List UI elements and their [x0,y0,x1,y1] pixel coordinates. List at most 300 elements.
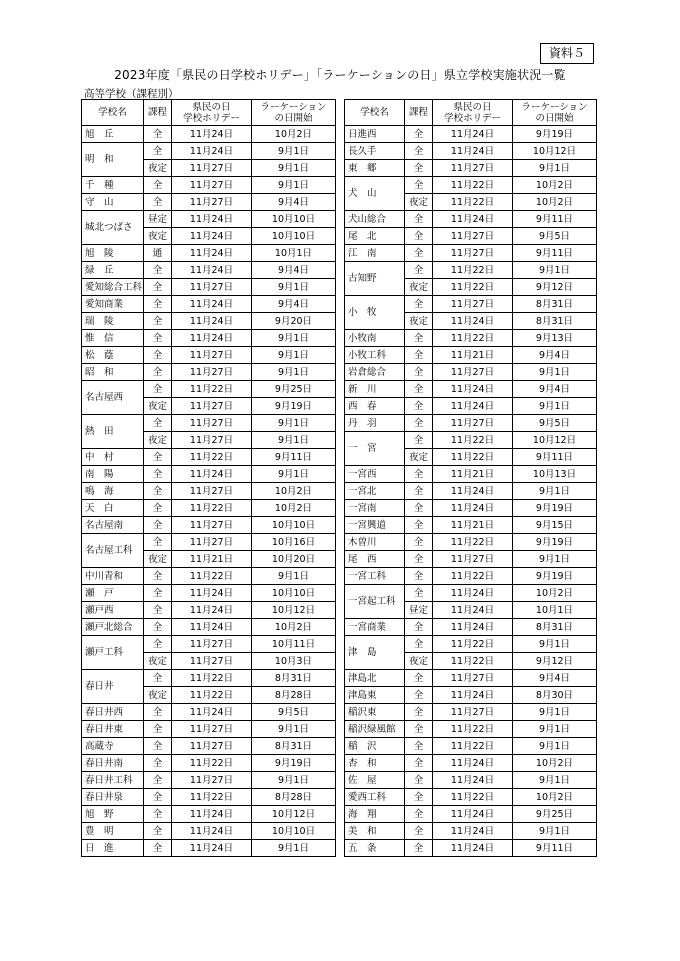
lacation-start-cell: 9月19日 [513,568,597,585]
school-name-cell: 名古屋南 [82,517,144,534]
school-name-cell: 津島東 [345,687,405,704]
lacation-start-cell: 9月11日 [252,449,336,466]
lacation-start-cell: 10月2日 [252,483,336,500]
school-name-cell: 瀬戸西 [82,602,144,619]
course-cell: 全 [405,551,433,568]
course-cell: 全 [144,568,172,585]
header-school: 学校名 [82,100,144,126]
course-cell: 夜定 [144,687,172,704]
course-cell: 全 [144,602,172,619]
holiday-date-cell: 11月24日 [172,126,252,143]
school-name-cell: 小牧南 [345,330,405,347]
course-cell: 全 [405,245,433,262]
lacation-start-cell: 9月1日 [252,466,336,483]
holiday-date-cell: 11月24日 [433,126,513,143]
lacation-start-cell: 9月1日 [252,840,336,857]
holiday-date-cell: 11月24日 [172,262,252,279]
course-cell: 全 [144,364,172,381]
holiday-date-cell: 11月27日 [172,194,252,211]
table-row [82,721,336,738]
table-row [345,415,597,432]
school-name-cell: 西 春 [345,398,405,415]
course-cell: 全 [405,415,433,432]
lacation-start-cell: 9月11日 [513,245,597,262]
holiday-date-cell: 11月27日 [433,160,513,177]
holiday-date-cell: 11月24日 [172,585,252,602]
course-cell: 全 [144,755,172,772]
school-name-cell: 犬 山 [345,177,405,211]
holiday-date-cell: 11月27日 [172,279,252,296]
lacation-start-cell: 9月1日 [252,330,336,347]
school-name-cell: 鳴 海 [82,483,144,500]
header-school: 学校名 [345,100,405,126]
lacation-start-cell: 9月1日 [252,772,336,789]
course-cell: 全 [144,126,172,143]
lacation-start-cell: 9月4日 [252,296,336,313]
course-cell: 全 [405,432,433,449]
table-row [345,262,597,279]
table-row [82,755,336,772]
lacation-start-cell: 9月1日 [513,160,597,177]
school-name-cell: 一宮起工科 [345,585,405,619]
table-row [345,585,597,602]
course-cell: 全 [405,823,433,840]
lacation-start-cell: 9月1日 [513,738,597,755]
school-name-cell: 旭 野 [82,806,144,823]
header-lacation: ラーケーション の日開始 [513,100,597,126]
course-cell: 全 [144,483,172,500]
header-lacation: ラーケーション の日開始 [252,100,336,126]
course-cell: 全 [405,143,433,160]
school-name-cell: 瀬戸工科 [82,636,144,670]
table-row [345,823,597,840]
course-cell: 夜定 [144,653,172,670]
school-name-cell: 名古屋西 [82,381,144,415]
table-row [345,160,597,177]
school-name-cell: 一宮南 [345,500,405,517]
lacation-start-cell: 10月12日 [252,806,336,823]
holiday-date-cell: 11月27日 [172,636,252,653]
school-name-cell: 名古屋工科 [82,534,144,568]
school-name-cell: 丹 羽 [345,415,405,432]
course-cell: 全 [405,398,433,415]
course-cell: 全 [405,704,433,721]
holiday-date-cell: 11月24日 [172,840,252,857]
course-cell: 全 [144,194,172,211]
school-name-cell: 惟 信 [82,330,144,347]
holiday-date-cell: 11月27日 [433,296,513,313]
table-row [82,840,336,857]
school-name-cell: 愛知商業 [82,296,144,313]
lacation-start-cell: 9月1日 [513,398,597,415]
school-name-cell: 日進西 [345,126,405,143]
table-row [82,194,336,211]
school-name-cell: 明 和 [82,143,144,177]
school-name-cell: 犬山総合 [345,211,405,228]
course-cell: 全 [144,296,172,313]
holiday-date-cell: 11月22日 [172,568,252,585]
lacation-start-cell: 9月1日 [513,721,597,738]
table-row [82,585,336,602]
holiday-date-cell: 11月24日 [433,602,513,619]
holiday-date-cell: 11月24日 [433,483,513,500]
holiday-date-cell: 11月22日 [433,432,513,449]
table-row [82,177,336,194]
school-name-cell: 一宮工科 [345,568,405,585]
school-name-cell: 小牧工科 [345,347,405,364]
course-cell: 全 [144,313,172,330]
lacation-start-cell: 10月10日 [252,211,336,228]
table-row [82,602,336,619]
course-cell: 全 [144,177,172,194]
lacation-start-cell: 9月19日 [513,534,597,551]
lacation-start-cell: 8月31日 [513,296,597,313]
lacation-start-cell: 9月1日 [252,364,336,381]
holiday-date-cell: 11月24日 [172,806,252,823]
holiday-date-cell: 11月21日 [433,466,513,483]
course-cell: 夜定 [405,279,433,296]
table-row [345,432,597,449]
course-cell: 全 [405,228,433,245]
lacation-start-cell: 9月1日 [513,772,597,789]
table-row [345,738,597,755]
lacation-start-cell: 9月1日 [252,415,336,432]
lacation-start-cell: 9月1日 [513,364,597,381]
table-row [82,823,336,840]
table-row [82,670,336,687]
course-cell: 全 [405,517,433,534]
course-cell: 全 [144,143,172,160]
school-name-cell: 江 南 [345,245,405,262]
lacation-start-cell: 9月1日 [252,160,336,177]
course-cell: 全 [405,840,433,857]
lacation-start-cell: 8月28日 [252,687,336,704]
school-name-cell: 一宮西 [345,466,405,483]
table-row [82,534,336,551]
school-name-cell: 昭 和 [82,364,144,381]
course-cell: 全 [144,636,172,653]
course-cell: 全 [405,619,433,636]
table-row [82,330,336,347]
lacation-start-cell: 8月28日 [252,789,336,806]
lacation-start-cell: 9月5日 [252,704,336,721]
holiday-date-cell: 11月22日 [433,330,513,347]
holiday-date-cell: 11月27日 [172,483,252,500]
lacation-start-cell: 9月4日 [252,262,336,279]
school-name-cell: 瀬 戸 [82,585,144,602]
table-row [345,296,597,313]
holiday-date-cell: 11月22日 [433,534,513,551]
holiday-date-cell: 11月22日 [433,653,513,670]
holiday-date-cell: 11月24日 [172,602,252,619]
course-cell: 全 [405,364,433,381]
holiday-date-cell: 11月24日 [172,211,252,228]
holiday-date-cell: 11月27日 [172,653,252,670]
holiday-date-cell: 11月22日 [433,279,513,296]
school-name-cell: 中 村 [82,449,144,466]
school-name-cell: 小 牧 [345,296,405,330]
course-cell: 全 [405,789,433,806]
header-course: 課程 [144,100,172,126]
holiday-date-cell: 11月27日 [172,415,252,432]
school-name-cell: 松 蔭 [82,347,144,364]
school-name-cell: 春日井泉 [82,789,144,806]
course-cell: 全 [144,585,172,602]
lacation-start-cell: 10月16日 [252,534,336,551]
lacation-start-cell: 8月31日 [252,738,336,755]
table-row [345,687,597,704]
course-cell: 全 [144,330,172,347]
lacation-start-cell: 9月1日 [513,483,597,500]
table-row [345,381,597,398]
holiday-date-cell: 11月27日 [433,704,513,721]
table-row [82,381,336,398]
lacation-start-cell: 9月12日 [513,279,597,296]
school-name-cell: 高蔵寺 [82,738,144,755]
holiday-date-cell: 11月24日 [433,619,513,636]
header-holiday: 県民の日 学校ホリデー [172,100,252,126]
lacation-start-cell: 10月10日 [252,517,336,534]
lacation-start-cell: 9月4日 [513,670,597,687]
school-name-cell: 春日井西 [82,704,144,721]
table-row [82,449,336,466]
table-row [345,704,597,721]
holiday-date-cell: 11月24日 [433,211,513,228]
lacation-start-cell: 9月20日 [252,313,336,330]
holiday-date-cell: 11月27日 [172,347,252,364]
course-cell: 夜定 [144,160,172,177]
table-row [345,126,597,143]
course-cell: 全 [405,160,433,177]
table-row [82,483,336,500]
holiday-date-cell: 11月27日 [433,364,513,381]
lacation-start-cell: 9月5日 [513,415,597,432]
lacation-start-cell: 10月10日 [252,585,336,602]
course-cell: 全 [405,755,433,772]
holiday-date-cell: 11月27日 [172,432,252,449]
school-name-cell: 稲沢緑風館 [345,721,405,738]
holiday-date-cell: 11月24日 [172,619,252,636]
holiday-date-cell: 11月22日 [433,738,513,755]
lacation-start-cell: 10月2日 [513,755,597,772]
lacation-start-cell: 9月1日 [252,568,336,585]
lacation-start-cell: 9月4日 [252,194,336,211]
course-cell: 全 [144,449,172,466]
school-name-cell: 杏 和 [345,755,405,772]
table-row [82,245,336,262]
table-row [345,551,597,568]
holiday-date-cell: 11月24日 [172,823,252,840]
lacation-start-cell: 9月12日 [513,653,597,670]
table-row [82,789,336,806]
table-row [82,296,336,313]
school-name-cell: 愛知総合工科 [82,279,144,296]
holiday-date-cell: 11月22日 [172,789,252,806]
lacation-start-cell: 9月1日 [252,721,336,738]
lacation-start-cell: 9月1日 [513,823,597,840]
school-table-left [81,99,336,857]
holiday-date-cell: 11月27日 [172,772,252,789]
lacation-start-cell: 10月1日 [513,602,597,619]
course-cell: 全 [405,670,433,687]
table-row [345,789,597,806]
table-row [345,483,597,500]
lacation-start-cell: 9月1日 [252,177,336,194]
school-name-cell: 五 条 [345,840,405,857]
course-cell: 全 [144,415,172,432]
lacation-start-cell: 9月1日 [513,262,597,279]
lacation-start-cell: 9月11日 [513,840,597,857]
table-row [345,347,597,364]
lacation-start-cell: 10月12日 [252,602,336,619]
table-body-left [82,126,336,857]
school-name-cell: 日 進 [82,840,144,857]
table-row [345,177,597,194]
table-row [345,143,597,160]
table-row [345,517,597,534]
holiday-date-cell: 11月24日 [433,313,513,330]
course-cell: 全 [405,483,433,500]
table-row [345,840,597,857]
course-cell: 夜定 [405,313,433,330]
table-row [345,330,597,347]
holiday-date-cell: 11月27日 [172,738,252,755]
header-course: 課程 [405,100,433,126]
holiday-date-cell: 11月24日 [172,296,252,313]
course-cell: 夜定 [144,432,172,449]
page-title: 2023年度「県民の日学校ホリデー」「ラーケーションの日」県立学校実施状況一覧 [114,68,566,82]
lacation-start-cell: 9月11日 [513,449,597,466]
table-row [345,670,597,687]
table-row [345,721,597,738]
school-name-cell: 旭 陵 [82,245,144,262]
course-cell: 全 [144,840,172,857]
lacation-start-cell: 9月19日 [252,755,336,772]
school-name-cell: 佐 屋 [345,772,405,789]
course-cell: 全 [405,177,433,194]
course-cell: 夜定 [405,653,433,670]
school-name-cell: 瀬戸北総合 [82,619,144,636]
school-name-cell: 津 島 [345,636,405,670]
table-row [82,279,336,296]
holiday-date-cell: 11月24日 [433,755,513,772]
lacation-start-cell: 9月15日 [513,517,597,534]
table-row [82,636,336,653]
holiday-date-cell: 11月27日 [172,177,252,194]
holiday-date-cell: 11月27日 [172,398,252,415]
holiday-date-cell: 11月21日 [172,551,252,568]
lacation-start-cell: 9月19日 [252,398,336,415]
course-cell: 全 [405,347,433,364]
course-cell: 全 [405,738,433,755]
holiday-date-cell: 11月24日 [172,466,252,483]
lacation-start-cell: 9月1日 [513,551,597,568]
table-header-row [82,100,336,126]
lacation-start-cell: 8月31日 [252,670,336,687]
table-row [345,245,597,262]
table-row [345,398,597,415]
holiday-date-cell: 11月27日 [172,534,252,551]
holiday-date-cell: 11月24日 [433,772,513,789]
course-cell: 全 [144,823,172,840]
course-cell: 全 [144,381,172,398]
course-cell: 全 [405,296,433,313]
holiday-date-cell: 11月24日 [433,823,513,840]
table-row [82,364,336,381]
course-cell: 全 [144,738,172,755]
lacation-start-cell: 9月4日 [513,347,597,364]
holiday-date-cell: 11月22日 [433,449,513,466]
table-row [345,755,597,772]
holiday-date-cell: 11月27日 [172,160,252,177]
holiday-date-cell: 11月24日 [433,806,513,823]
course-cell: 夜定 [144,551,172,568]
holiday-date-cell: 11月27日 [433,245,513,262]
course-cell: 全 [405,636,433,653]
course-cell: 全 [144,534,172,551]
lacation-start-cell: 8月31日 [513,619,597,636]
school-name-cell: 熱 田 [82,415,144,449]
school-name-cell: 千 種 [82,177,144,194]
lacation-start-cell: 10月2日 [513,585,597,602]
holiday-date-cell: 11月24日 [172,245,252,262]
school-table-right [344,99,597,857]
course-cell: 全 [144,517,172,534]
table-row [345,500,597,517]
holiday-date-cell: 11月27日 [433,228,513,245]
lacation-start-cell: 10月3日 [252,653,336,670]
school-name-cell: 旭 丘 [82,126,144,143]
school-name-cell: 美 和 [345,823,405,840]
school-name-cell: 天 白 [82,500,144,517]
course-cell: 全 [144,704,172,721]
table-row [82,806,336,823]
school-name-cell: 稲 沢 [345,738,405,755]
table-row [82,262,336,279]
table-row [82,143,336,160]
holiday-date-cell: 11月27日 [433,551,513,568]
lacation-start-cell: 9月5日 [513,228,597,245]
course-cell: 全 [144,670,172,687]
lacation-start-cell: 9月1日 [252,279,336,296]
school-name-cell: 豊 明 [82,823,144,840]
holiday-date-cell: 11月24日 [433,840,513,857]
course-cell: 全 [405,330,433,347]
school-name-cell: 春日井 [82,670,144,704]
lacation-start-cell: 10月1日 [252,245,336,262]
course-cell: 全 [144,806,172,823]
holiday-date-cell: 11月24日 [433,381,513,398]
holiday-date-cell: 11月22日 [172,670,252,687]
lacation-start-cell: 9月1日 [252,432,336,449]
course-cell: 夜定 [405,449,433,466]
course-cell: 全 [405,500,433,517]
lacation-start-cell: 8月31日 [513,313,597,330]
lacation-start-cell: 10月10日 [252,228,336,245]
lacation-start-cell: 9月1日 [513,636,597,653]
school-name-cell: 津島北 [345,670,405,687]
school-name-cell: 一宮商業 [345,619,405,636]
table-row [345,636,597,653]
holiday-date-cell: 11月22日 [433,262,513,279]
school-name-cell: 稲沢東 [345,704,405,721]
course-cell: 全 [144,262,172,279]
table-row [345,568,597,585]
table-row [345,534,597,551]
school-name-cell: 海 翔 [345,806,405,823]
course-cell: 全 [405,126,433,143]
table-row [82,704,336,721]
